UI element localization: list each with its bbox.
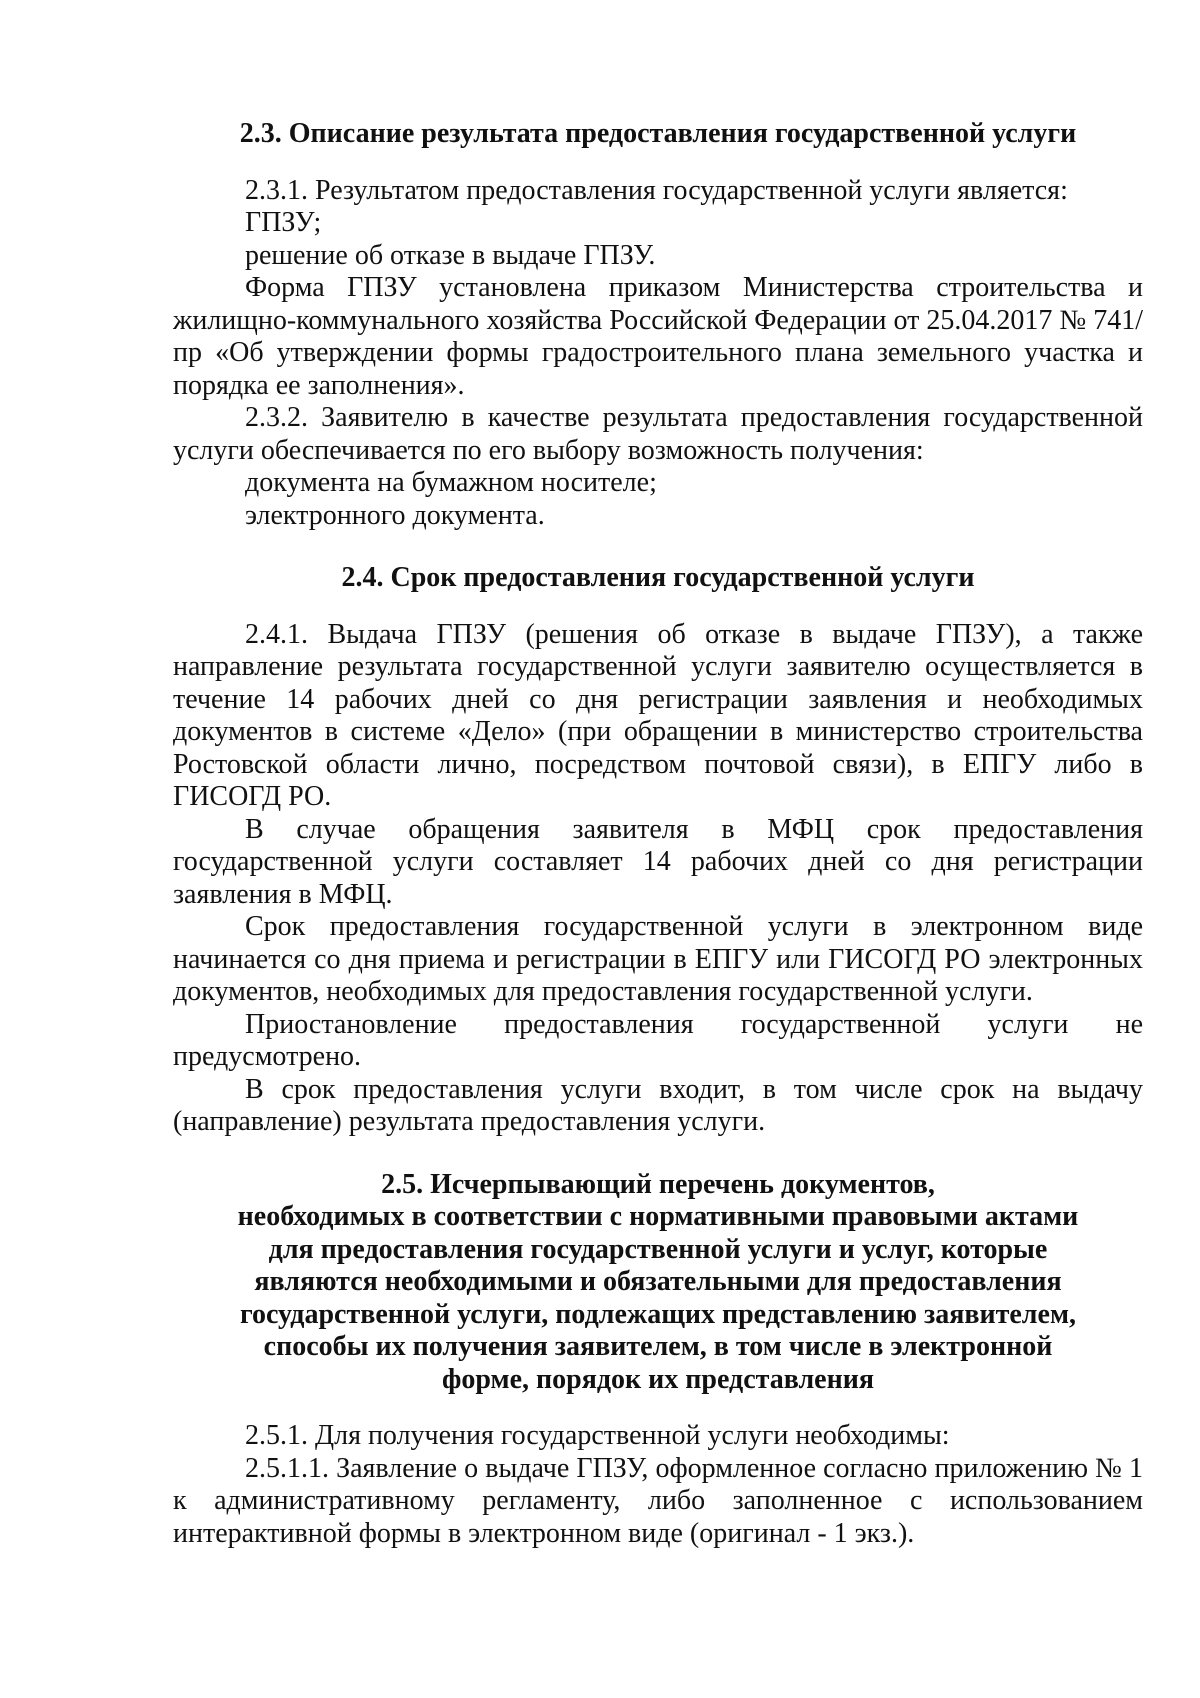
- section-2-3-paragraph-7: электронного документа.: [245, 499, 545, 531]
- section-2-4-heading: 2.4. Срок предоставления государственной услуги: [341, 562, 975, 593]
- spacer: [173, 532, 1143, 562]
- section-2-3-heading: 2.3. Описание результата предоставления государственной услуги: [239, 118, 1077, 149]
- section-2-4-paragraph-3: Срок предоставления государственной услуги в электронном виде начинается со дня приема и регистрации в ЕПГУ или ГИСОГД РО электронных документов, необходимых для предоставления государственной услуги.: [173, 911, 1143, 1007]
- section-2-3-paragraph-2: ГПЗУ;: [245, 207, 322, 238]
- section-2-3-paragraph-1: 2.3.1. Результатом предоставления государственной услуги является:: [245, 174, 1068, 206]
- section-2-5-heading-line: способы их получения заявителем, в том числе в электронной: [263, 1331, 1053, 1362]
- section-2-3-paragraph-6: документа на бумажном носителе;: [245, 467, 657, 498]
- spacer: [173, 595, 1143, 619]
- section-2-5-paragraph-2: 2.5.1.1. Заявление о выдаче ГПЗУ, оформленное согласно приложению № 1 к административному регламенту, либо заполненное с использованием интерактивной формы в электронном виде (оригинал - 1 экз.).: [173, 1452, 1143, 1549]
- section-2-3-paragraph-5: 2.3.2. Заявителю в качестве результата предоставления государственной услуги обеспечивается по его выбору возможность получения:: [173, 402, 1143, 466]
- section-2-5-heading-line: 2.5. Исчерпывающий перечень документов,: [381, 1168, 935, 1200]
- section-2-3-paragraph-4: Форма ГПЗУ установлена приказом Министерства строительства и жилищно-коммунального хозяйства Российской Федерации от 25.04.2017 № 741/пр «Об утверждении формы градостроительного плана земельного участка и порядка ее заполнения».: [173, 272, 1143, 401]
- spacer: [173, 1396, 1143, 1420]
- section-2-5-heading-line: государственной услуги, подлежащих представлению заявителем,: [239, 1298, 1077, 1330]
- section-2-4-paragraph-2: В случае обращения заявителя в МФЦ срок предоставления государственной услуги составляет 14 рабочих дней со дня регистрации заявления в МФЦ.: [173, 813, 1143, 910]
- section-2-5-heading-line: форме, порядок их представления: [441, 1363, 875, 1395]
- section-2-5-heading-line: являются необходимыми и обязательными для предоставления: [254, 1266, 1062, 1297]
- spacer: [173, 151, 1143, 175]
- spacer: [173, 1139, 1143, 1169]
- section-2-4-paragraph-5: В срок предоставления услуги входит, в том числе срок на выдачу (направление) результата предоставления услуги.: [173, 1073, 1143, 1137]
- document-page: [173, 118, 1143, 1550]
- section-2-5-heading-line: для предоставления государственной услуги и услуг, которые: [268, 1233, 1048, 1265]
- section-2-5-heading: [173, 1169, 1143, 1397]
- section-2-4-paragraph-4: Приостановление предоставления государственной услуги не предусмотрено.: [173, 1008, 1143, 1072]
- section-2-4-paragraph-1: 2.4.1. Выдача ГПЗУ (решения об отказе в выдаче ГПЗУ), а также направление результата государственной услуги заявителю осуществляется в течение 14 рабочих дней со дня регистрации заявления и необходимых документов в системе «Дело» (при обращении в министерство строительства Ростовской области лично, посредством почтовой связи), в ЕПГУ либо в ГИСОГД РО.: [173, 618, 1143, 812]
- section-2-5-heading-line: необходимых в соответствии с нормативными правовыми актами: [237, 1201, 1079, 1232]
- section-2-3-paragraph-3: решение об отказе в выдаче ГПЗУ.: [245, 239, 656, 271]
- section-2-5-paragraph-1: 2.5.1. Для получения государственной услуги необходимы:: [245, 1420, 950, 1451]
